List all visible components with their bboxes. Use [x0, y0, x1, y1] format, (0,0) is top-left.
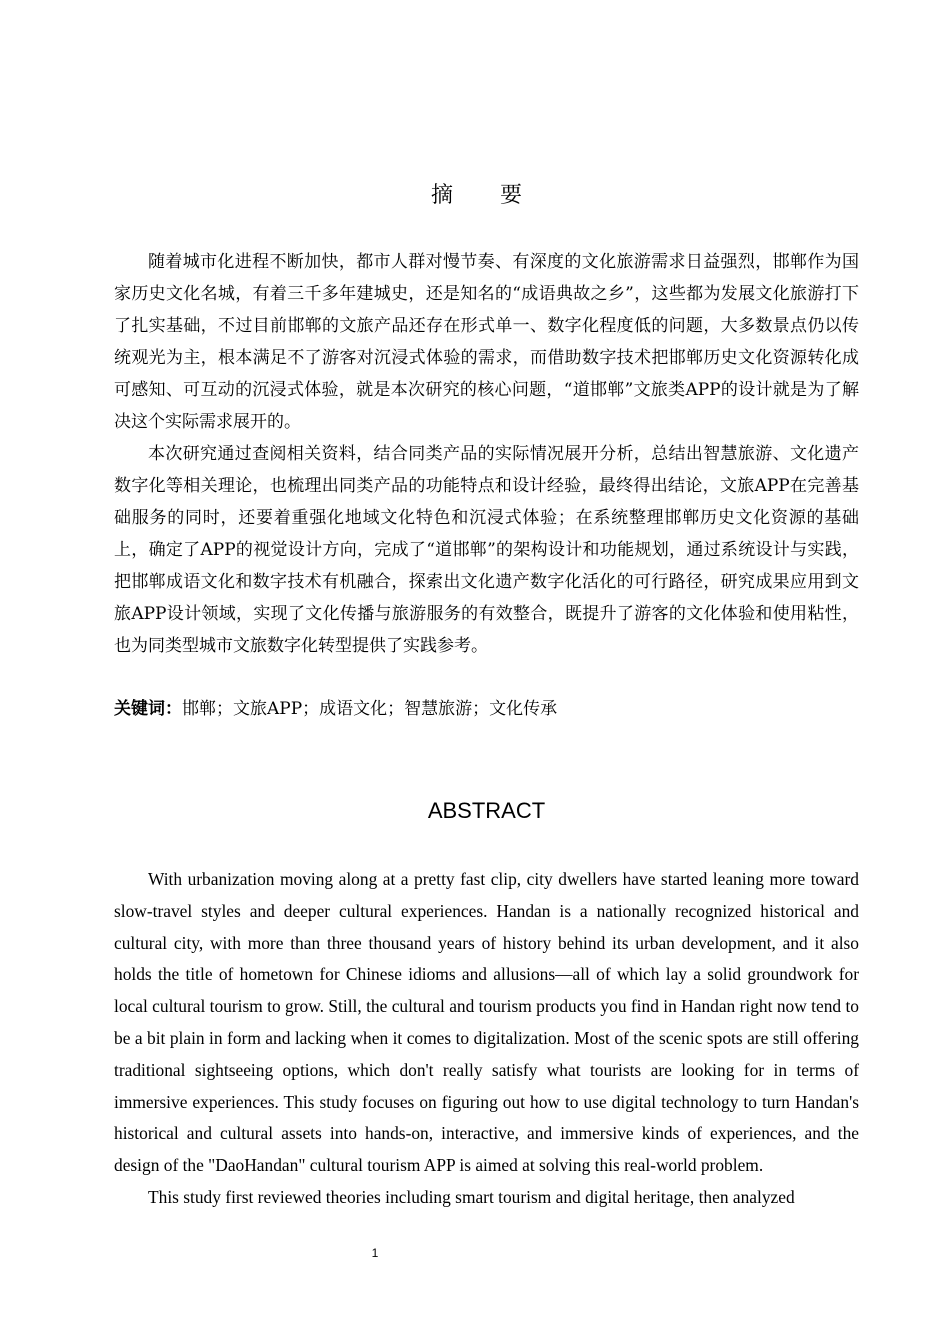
english-abstract-body — [114, 864, 859, 1214]
chinese-abstract-title: 摘 要 — [431, 183, 542, 208]
keywords-label: 关键词： — [114, 699, 182, 719]
english-abstract-paragraph-1: With urbanization moving along at a pretty fast clip, city dwellers have started leaning more toward slow-travel styles and deeper cultural experiences. Handan is a nationally recognized historical and cultural city, with more than three thousand years of history behind its urban development, and it also holds the title of hometown for Chinese idioms and allusions—all of which lay a solid groundwork for local cultural tourism to grow. Still, the cultural and tourism products you find in Handan right now tend to be a bit plain in form and lacking when it comes to digitalization. Most of the scenic spots are still offering traditional sightseeing options, which don't really satisfy what tourists are looking for in terms of immersive experiences. This study focuses on figuring out how to use digital technology to turn Handan's historical and cultural assets into hands-on, interactive, and immersive kinds of experiences, and the design of the "DaoHandan" cultural tourism APP is aimed at solving this real-world problem. — [114, 869, 859, 1176]
chinese-keywords — [114, 694, 859, 724]
english-abstract-title: ABSTRACT — [427, 798, 546, 823]
chinese-abstract-body — [114, 246, 859, 662]
keywords-list: 邯郸；文旅APP；成语文化；智慧旅游；文化传承 — [182, 699, 558, 719]
chinese-abstract-paragraph-1: 随着城市化进程不断加快，都市人群对慢节奏、有深度的文化旅游需求日益强烈，邯郸作为国家历史文化名城，有着三千多年建城史，还是知名的“成语典故之乡”，这些都为发展文化旅游打下了扎实基础，不过目前邯郸的文旅产品还存在形式单一、数字化程度低的问题，大多数景点仍以传统观光为主，根本满足不了游客对沉浸式体验的需求，而借助数字技术把邯郸历史文化资源转化成可感知、可互动的沉浸式体验，就是本次研究的核心问题，“道邯郸”文旅类APP的设计就是为了解决这个实际需求展开的。 — [114, 252, 859, 432]
chinese-abstract-paragraph-2: 本次研究通过查阅相关资料，结合同类产品的实际情况展开分析，总结出智慧旅游、文化遗产数字化等相关理论，也梳理出同类产品的功能特点和设计经验，最终得出结论，文旅APP在完善基础服务的同时，还要着重强化地域文化特色和沉浸式体验；在系统整理邯郸历史文化资源的基础上，确定了APP的视觉设计方向，完成了“道邯郸”的架构设计和功能规划，通过系统设计与实践，把邯郸成语文化和数字技术有机融合，探索出文化遗产数字化活化的可行路径，研究成果应用到文旅APP设计领域，实现了文化传播与旅游服务的有效整合，既提升了游客的文化体验和使用粘性，也为同类型城市文旅数字化转型提供了实践参考。 — [114, 444, 859, 656]
page-number: 1 — [371, 1246, 379, 1260]
english-abstract-paragraph-2: This study first reviewed theories including smart tourism and digital heritage, then analyzed — [148, 1186, 795, 1207]
